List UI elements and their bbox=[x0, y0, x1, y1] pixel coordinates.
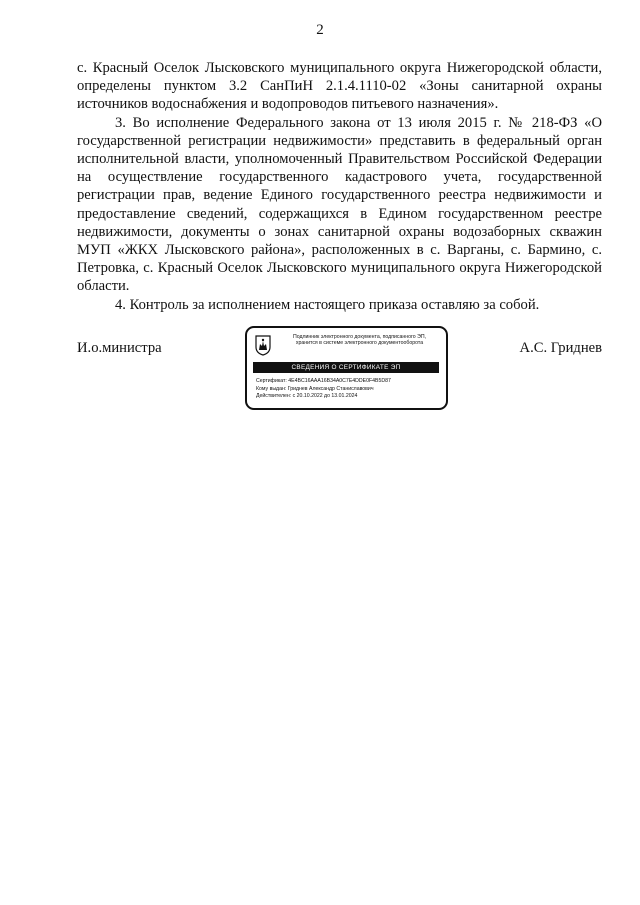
stamp-header bbox=[277, 334, 442, 347]
stamp-validity: Действителен: с 20.10.2022 до 13.01.2024 bbox=[256, 393, 358, 400]
stamp-details bbox=[256, 378, 441, 401]
page-number: 2 bbox=[316, 22, 324, 38]
paragraph-item-4: 4. Контроль за исполнением настоящего приказа оставляю за собой. bbox=[115, 296, 540, 313]
paragraph-continuation: с. Красный Оселок Лысковского муниципального округа Нижегородской области, определены пунктом 3.2 СанПиН 2.1.4.1110-02 «Зоны санитарной охраны источников водоснабжения и водопроводов питьевого назначения». bbox=[77, 60, 602, 113]
signer-name: А.С. Гриднев bbox=[519, 340, 602, 356]
stamp-certificate: Сертификат: 4E4BC16AAA16B34A0C7E4DDE0F4B5D87 bbox=[256, 378, 391, 384]
paragraph-item-3: 3. Во исполнение Федерального закона от 13 июля 2015 г. № 218-ФЗ «О государственной регистрации недвижимости» представить в федеральный орган исполнительной власти, уполномоченный Правительством Российской Федерации на осуществление государственного кадастрового учета, государственной регистрации прав, ведение Единого государственного реестра недвижимости и предоставление сведений, содержащихся в Едином государственном реестре недвижимости, документы о зонах санитарной охраны водозаборных скважин МУП «ЖКХ Лысковского района», расположенных в с. Варганы, с. Бармино, с. Петровка, с. Красный Оселок Лысковского муниципального округа Нижегородской области. bbox=[77, 114, 602, 295]
stamp-title: СВЕДЕНИЯ О СЕРТИФИКАТЕ ЭП bbox=[253, 362, 439, 373]
document-body bbox=[77, 59, 602, 314]
coat-of-arms-icon bbox=[255, 335, 271, 356]
stamp-header-line: Подлинник электронного документа, подписанного ЭП, bbox=[292, 334, 426, 340]
electronic-signature-stamp bbox=[245, 326, 448, 410]
signer-position: И.о.министра bbox=[77, 340, 162, 356]
stamp-issued-to: Кому выдан: Гриднев Александр Станиславович bbox=[256, 385, 374, 392]
stamp-header-line: хранится в системе электронного документооборота bbox=[295, 340, 424, 347]
